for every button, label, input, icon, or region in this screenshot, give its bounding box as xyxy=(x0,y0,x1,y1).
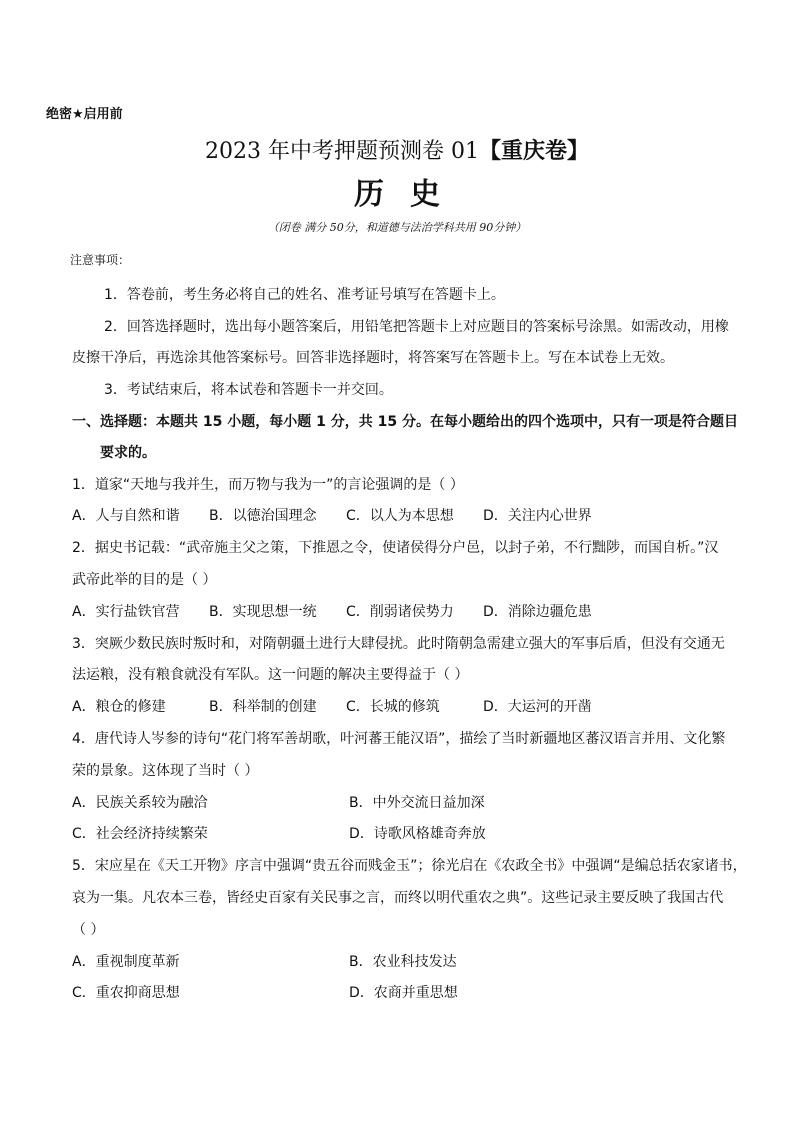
question-2-options xyxy=(72,601,620,621)
option-a[interactable]: A．民族关系较为融洽 xyxy=(72,795,208,811)
question-4-stem: 4．唐代诗人岑参的诗句“花门将军善胡歌，叶河蕃王能汉语”，描绘了当时新疆地区蕃汉语言并用、文化繁 xyxy=(72,731,726,747)
option-c[interactable]: C．以人为本思想 xyxy=(346,508,454,524)
option-b[interactable]: B．以德治国理念 xyxy=(209,508,317,524)
question-4-stem-cont: 荣的景象。这体现了当时（ ） xyxy=(72,763,259,779)
question-3-stem-cont: 法运粮，没有粮食就没有军队。这一问题的解决主要得益于（ ） xyxy=(72,667,469,683)
option-c[interactable]: C．削弱诸侯势力 xyxy=(346,604,454,620)
note-item-2: 2．回答选择题时，选出每小题答案后，用铅笔把答题卡上对应题目的答案标号涂黑。如需改动，用橡 xyxy=(104,319,729,335)
title-suffix: 【重庆卷】 xyxy=(478,139,589,164)
option-c[interactable]: C．社会经济持续繁荣 xyxy=(72,826,208,842)
question-5-stem-cont2: （ ） xyxy=(72,922,105,938)
option-d[interactable]: D．大运河的开凿 xyxy=(483,699,592,715)
question-5-options-row2 xyxy=(72,982,626,1002)
note-item-3: 3．考试结束后，将本试卷和答题卡一并交回。 xyxy=(104,382,393,398)
option-b[interactable]: B．实现思想一统 xyxy=(209,604,317,620)
question-5-stem-cont: 哀为一集。凡农本三卷，皆经史百家有关民事之言，而终以明代重农之典”。这些记录主要反映了我国古代 xyxy=(72,890,724,906)
page-title xyxy=(0,134,794,165)
option-a[interactable]: A．实行盐铁官营 xyxy=(72,604,180,620)
option-c[interactable]: C．长城的修筑 xyxy=(346,699,440,715)
question-3-stem: 3．突厥少数民族时叛时和，对隋朝疆土进行大肆侵扰。此时隋朝急需建立强大的军事后盾，但没有交通无 xyxy=(72,636,725,652)
option-c[interactable]: C．重农抑商思想 xyxy=(72,985,180,1001)
option-b[interactable]: B．农业科技发达 xyxy=(349,954,457,970)
question-1-options xyxy=(72,505,620,525)
note-item-2-cont: 皮擦干净后，再选涂其他答案标号。回答非选择题时，将答案写在答题卡上。写在本试卷上无效。 xyxy=(72,350,674,366)
option-d[interactable]: D．诗歌风格雄奇奔放 xyxy=(349,826,486,842)
option-a[interactable]: A．人与自然和谐 xyxy=(72,508,180,524)
option-a[interactable]: A．粮仓的修建 xyxy=(72,699,166,715)
question-2-stem-cont: 武帝此举的目的是（ ） xyxy=(72,572,217,588)
notes-heading: 注意事项： xyxy=(70,253,131,267)
title-prefix: 2023 年中考押题预测卷 01 xyxy=(205,139,479,164)
question-4-options-row1 xyxy=(72,792,626,812)
section-heading: 一、选择题：本题共 15 小题，每小题 1 分，共 15 分。在每小题给出的四个选项中，只有一项是符合题目 xyxy=(72,414,738,430)
subject-title: 历史 xyxy=(354,177,466,212)
question-2-stem: 2．据史书记载：“武帝施主父之策，下推恩之令，使诸侯得分户邑，以封子弟，不行黜陟，而国自析。”汉 xyxy=(72,540,719,556)
question-4-options-row2 xyxy=(72,823,626,843)
option-b[interactable]: B．科举制的创建 xyxy=(209,699,317,715)
question-5-stem: 5．宋应星在《天工开物》序言中强调“贵五谷而贱金玉”；徐光启在《农政全书》中强调“是编总括农家诸书， xyxy=(72,858,747,874)
section-heading-cont: 要求的。 xyxy=(100,445,156,461)
option-d[interactable]: D．农商并重思想 xyxy=(349,985,458,1001)
option-b[interactable]: B．中外交流日益加深 xyxy=(349,795,485,811)
option-d[interactable]: D．消除边疆危患 xyxy=(483,604,592,620)
option-d[interactable]: D．关注内心世界 xyxy=(483,508,592,524)
question-1-stem: 1．道家“天地与我并生，而万物与我为一”的言论强调的是（ ） xyxy=(72,477,464,493)
option-a[interactable]: A．重视制度革新 xyxy=(72,954,180,970)
note-item-1: 1．答卷前，考生务必将自己的姓名、准考证号填写在答题卡上。 xyxy=(104,287,505,303)
question-5-options-row1 xyxy=(72,951,626,971)
secret-mark: 绝密★启用前 xyxy=(46,107,123,122)
question-3-options xyxy=(72,696,620,716)
exam-info: （闭卷 满分 50分，和道德与法治学科共用 90分钟） xyxy=(267,221,527,234)
